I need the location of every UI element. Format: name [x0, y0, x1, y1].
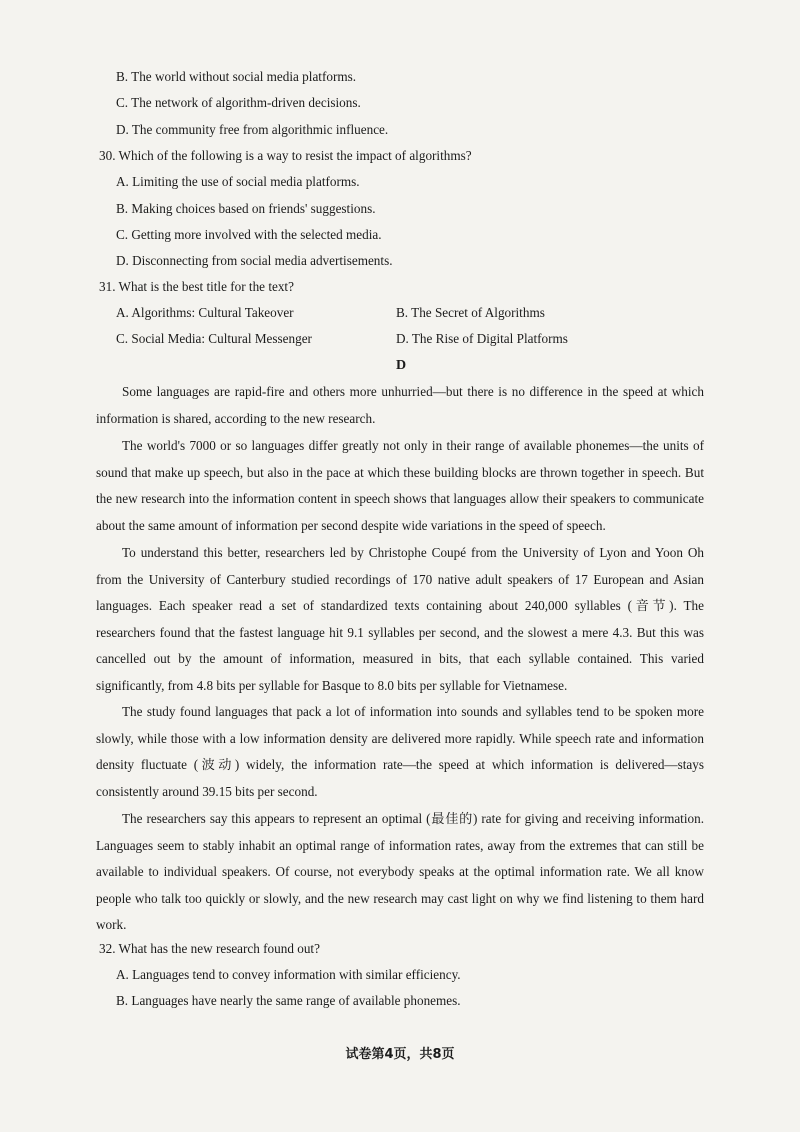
- q30-option-d: D. Disconnecting from social media advertisements.: [116, 253, 393, 268]
- section-letter: D: [396, 358, 407, 373]
- passage-paragraph-2: [96, 433, 704, 539]
- q30-stem: 30. Which of the following is a way to resist the impact of algorithms?: [99, 148, 472, 163]
- paragraph-text: The study found languages that pack a lot of information into sounds and syllables tend to be spoken more slowly, while those with a low information density are delivered more rapidly. While speech rate and information density fluctuate (波动) widely, the information rate—the speed at which information is delivered—stays consistently around 39.15 bits per second.: [96, 704, 704, 799]
- passage-paragraph-3: [96, 540, 704, 700]
- q31-option-c: C. Social Media: Cultural Messenger: [116, 331, 312, 346]
- paragraph-text: The world's 7000 or so languages differ greatly not only in their range of available phonemes—the units of sound that make up speech, but also in the pace at which these building blocks are thrown together in speech. But the new research into the information content in speech shows that languages allow their speakers to communicate about the same amount of information per second despite wide variations in the speed of speech.: [96, 438, 704, 533]
- q32-option-b: B. Languages have nearly the same range of available phonemes.: [116, 993, 461, 1008]
- paragraph-text: The researchers say this appears to represent an optimal (最佳的) rate for giving and receiving information. Languages seem to stably inhabit an optimal range of information rates, away from the extremes that can still be available to individual speakers. Of course, not everybody speaks at the optimal information rate. We all know people who talk too quickly or slowly, and the new research may cast light on why we find listening to them hard work.: [96, 811, 704, 933]
- paragraph-text: To understand this better, researchers led by Christophe Coupé from the University of Lyon and Yoon Oh from the University of Canterbury studied recordings of 170 native adult speakers of 17 European and Asian languages. Each speaker read a set of standardized texts containing about 240,000 syllables (音节). The researchers found that the fastest language hit 9.1 syllables per second, and the slowest a mere 4.3. But this was cancelled out by the amount of information, measured in bits, that each syllable contained. This varied significantly, from 4.8 bits per syllable for Basque to 8.0 bits per syllable for Vietnamese.: [96, 545, 704, 693]
- q31-option-b: B. The Secret of Algorithms: [396, 305, 545, 320]
- paragraph-text: Some languages are rapid-fire and others more unhurried—but there is no difference in the speed at which information is shared, according to the new research.: [96, 384, 704, 426]
- q29-option-c: C. The network of algorithm-driven decisions.: [116, 95, 361, 110]
- q29-option-d: D. The community free from algorithmic influence.: [116, 122, 389, 137]
- page-footer: 试卷第4页，共8页: [345, 1047, 455, 1062]
- q30-option-a: A. Limiting the use of social media platforms.: [116, 174, 360, 189]
- passage-paragraph-5: [96, 806, 704, 939]
- q32-stem: 32. What has the new research found out?: [99, 941, 320, 956]
- q29-option-b: B. The world without social media platforms.: [116, 69, 357, 84]
- q31-option-d: D. The Rise of Digital Platforms: [396, 331, 568, 346]
- q31-stem: 31. What is the best title for the text?: [99, 279, 294, 294]
- q30-option-b: B. Making choices based on friends' suggestions.: [116, 201, 376, 216]
- passage-paragraph-1: [96, 379, 704, 432]
- q31-option-a: A. Algorithms: Cultural Takeover: [116, 305, 294, 320]
- q30-option-c: C. Getting more involved with the selected media.: [116, 227, 382, 242]
- q32-option-a: A. Languages tend to convey information with similar efficiency.: [116, 967, 461, 982]
- passage-paragraph-4: [96, 699, 704, 805]
